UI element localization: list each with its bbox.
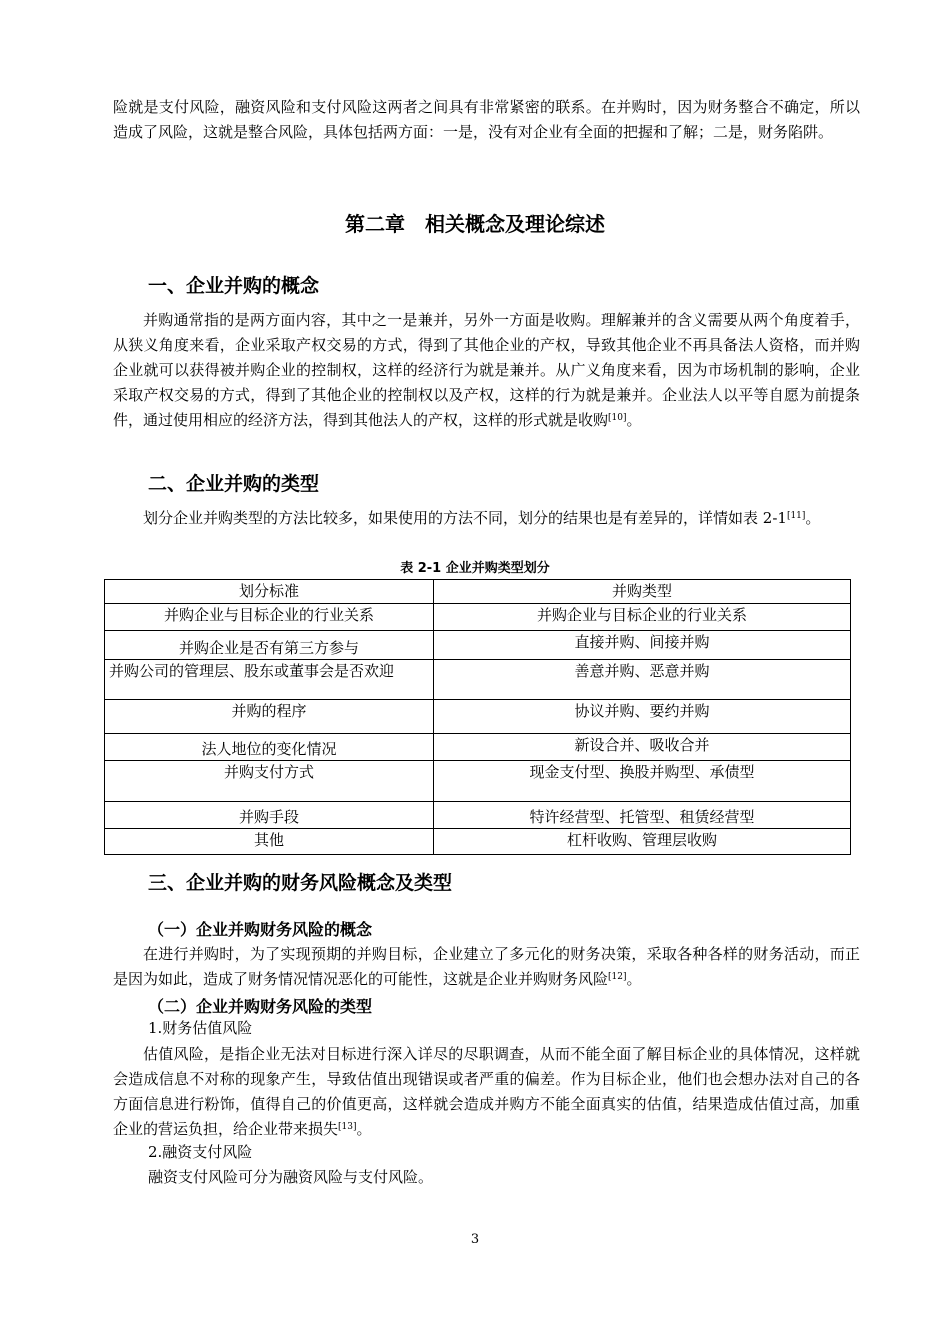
page-number: 3 <box>470 1232 480 1247</box>
section1-heading: 一、企业并购的概念 <box>148 275 320 297</box>
subsection1-heading: （一）企业并购财务风险的概念 <box>148 920 373 939</box>
table-header-row <box>105 580 851 604</box>
table-row <box>105 761 851 802</box>
subsection1-paragraph <box>113 942 860 992</box>
table-cell-criterion: 法人地位的变化情况 <box>105 734 434 761</box>
citation-13: [13] <box>338 1122 357 1132</box>
section2-end: 。 <box>805 509 821 527</box>
item1-text: 估值风险，是指企业无法对目标进行深入详尽的尽职调查，从而不能全面了解目标企业的具体情况，这样就会造成信息不对称的现象产生，导致估值出现错误或者严重的偏差。作为目标企业，他们也会想办法对自己的各方面信息进行粉饰，值得自己的价值更高，这样就会造成并购方不能全面真实的估值，结果造成估值过高，加重企业的营运负担，给企业带来损失 <box>113 1045 860 1138</box>
merger-types-table <box>104 579 851 855</box>
table-cell-criterion: 并购公司的管理层、股东或董事会是否欢迎 <box>105 660 434 700</box>
section1-end: 。 <box>626 411 642 429</box>
table-row <box>105 604 851 631</box>
table-cell-type: 协议并购、要约并购 <box>434 700 851 734</box>
table-cell-criterion: 并购的程序 <box>105 700 434 734</box>
section2-text: 划分企业并购类型的方法比较多，如果使用的方法不同，划分的结果也是有差异的，详情如表 2-1 <box>143 509 787 527</box>
intro-paragraph: 险就是支付风险，融资风险和支付风险这两者之间具有非常紧密的联系。在并购时，因为财务整合不确定，所以造成了风险，这就是整合风险，具体包括两方面：一是，没有对企业有全面的把握和了解；二是，财务陷阱。 <box>113 98 860 141</box>
section3-heading: 三、企业并购的财务风险概念及类型 <box>148 872 453 894</box>
citation-10: [10] <box>608 413 627 423</box>
citation-12: [12] <box>608 972 627 982</box>
table-row <box>105 734 851 761</box>
citation-11: [11] <box>786 511 806 521</box>
section2-paragraph <box>113 506 860 531</box>
item1-title: 1.财务估值风险 <box>148 1019 253 1037</box>
table-cell-type: 善意并购、恶意并购 <box>434 660 851 700</box>
section2-heading: 二、企业并购的类型 <box>148 473 320 495</box>
section1-paragraph <box>113 308 860 433</box>
table-row <box>105 631 851 660</box>
table-row <box>105 700 851 734</box>
table-cell-type: 杠杆收购、管理层收购 <box>434 829 851 855</box>
table-cell-type: 新设合并、吸收合并 <box>434 734 851 761</box>
table-cell-criterion: 其他 <box>105 829 434 855</box>
chapter-title: 第二章 相关概念及理论综述 <box>345 212 605 236</box>
table-cell-type: 特许经营型、托管型、租赁经营型 <box>434 802 851 829</box>
section1-text: 并购通常指的是两方面内容，其中之一是兼并，另外一方面是收购。理解兼并的含义需要从两个角度着手，从狭义角度来看，企业采取产权交易的方式，得到了其他企业的产权，导致其他企业不再具备法人资格，而并购企业就可以获得被并购企业的控制权，这样的经济行为就是兼并。从广义角度来看，因为市场机制的影响，企业采取产权交易的方式，得到了其他企业的控制权以及产权，这样的行为就是兼并。企业法人以平等自愿为前提条件，通过使用相应的经济方法，得到其他法人的产权，这样的形式就是收购 <box>113 311 860 429</box>
item1-paragraph <box>113 1042 860 1142</box>
subsection1-end: 。 <box>626 970 642 988</box>
table-cell-criterion: 并购手段 <box>105 802 434 829</box>
table-cell-criterion: 并购企业是否有第三方参与 <box>105 631 434 660</box>
table-row <box>105 660 851 700</box>
table-row <box>105 802 851 829</box>
table-cell-type: 现金支付型、换股并购型、承债型 <box>434 761 851 802</box>
table-header-cell: 并购类型 <box>434 580 851 604</box>
item2-title: 2.融资支付风险 <box>148 1143 253 1161</box>
table-cell-criterion: 并购企业与目标企业的行业关系 <box>105 604 434 631</box>
table-cell-type: 直接并购、间接并购 <box>434 631 851 660</box>
item2-paragraph: 融资支付风险可分为融资风险与支付风险。 <box>148 1168 434 1186</box>
table-row <box>105 829 851 855</box>
item1-end: 。 <box>356 1120 372 1138</box>
table-cell-criterion: 并购支付方式 <box>105 761 434 802</box>
subsection1-text: 在进行并购时，为了实现预期的并购目标，企业建立了多元化的财务决策，采取各种各样的财务活动，而正是因为如此，造成了财务情况情况恶化的可能性，这就是企业并购财务风险 <box>113 945 860 988</box>
table-cell-type: 并购企业与目标企业的行业关系 <box>434 604 851 631</box>
table-header-cell: 划分标准 <box>105 580 434 604</box>
subsection2-heading: （二）企业并购财务风险的类型 <box>148 997 373 1016</box>
table-caption: 表 2-1 企业并购类型划分 <box>400 561 550 576</box>
